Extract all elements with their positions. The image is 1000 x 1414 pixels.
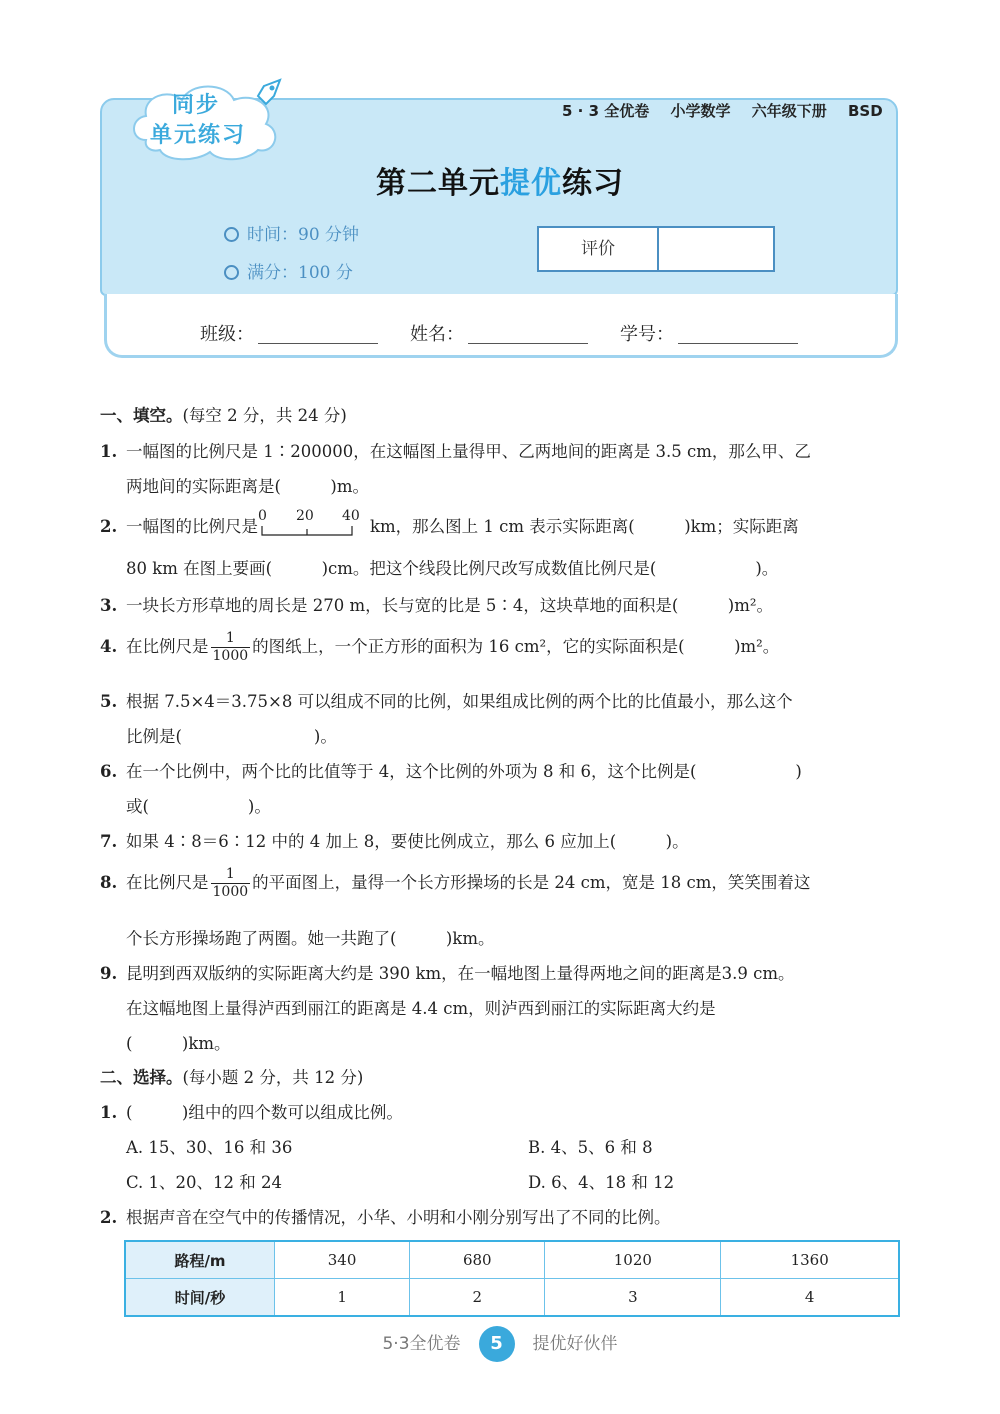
q6-line2: 或( )。 [126, 797, 271, 816]
q4-text1a: 在比例尺是 [126, 637, 209, 656]
table-cell: 2 [410, 1279, 545, 1317]
option-c[interactable]: C. 1、20、12 和 24 [126, 1173, 283, 1192]
q6-text1: 在一个比例中，两个比的比值等于 4，这个比例的外项为 8 和 6，这个比例是( ) [126, 762, 802, 781]
q9-line2: 在这幅地图上量得泸西到丽江的距离是 4.4 cm，则泸西到丽江的实际距离大约是 [126, 999, 716, 1018]
table-cell: 1020 [545, 1241, 721, 1279]
scale-0: 0 [258, 508, 267, 524]
q8-text1a: 在比例尺是 [126, 873, 209, 892]
badge-line1: 同步 [172, 93, 221, 118]
book-series: 5 · 3 全优卷 [562, 102, 650, 120]
class-blank[interactable] [258, 325, 378, 344]
q5-text1: 根据 7.5×4＝3.75×8 可以组成不同的比例，如果组成比例的两个比的比值最小，那么这个 [126, 692, 793, 711]
s2q1-line1 [100, 1099, 403, 1123]
q7-line1 [100, 828, 689, 852]
footer [0, 1326, 1000, 1362]
id-blank[interactable] [678, 325, 798, 344]
row-header-distance: 路程/m [125, 1241, 275, 1279]
q8-frac-num: 1 [225, 866, 235, 882]
q4-frac-den: 1000 [212, 648, 249, 664]
q6-line1 [100, 758, 802, 782]
table-cell: 4 [721, 1279, 899, 1317]
sound-data-table [124, 1240, 900, 1317]
table-cell: 3 [545, 1279, 721, 1317]
subject: 小学数学 [670, 102, 731, 120]
q5-num: 5. [100, 692, 118, 711]
q1-num: 1. [100, 442, 118, 461]
q4-frac-num: 1 [225, 630, 235, 646]
table-cell: 680 [410, 1241, 545, 1279]
time-info [224, 220, 359, 245]
section2-heading [100, 1064, 363, 1088]
footer-left: 5·3全优卷 [382, 1334, 461, 1354]
class-field[interactable] [200, 320, 378, 346]
id-label: 学号： [620, 324, 674, 345]
q1-line2: 两地间的实际距离是( )m。 [126, 477, 370, 496]
q3-line1 [100, 592, 773, 616]
table-cell: 1360 [721, 1241, 899, 1279]
grade: 六年级下册 [751, 102, 827, 120]
q5-line1 [100, 688, 793, 712]
evaluation-label: 评价 [539, 228, 659, 270]
q4-line1 [100, 630, 779, 665]
table-row [125, 1279, 899, 1317]
q1-text1: 一幅图的比例尺是 1∶200000，在这幅图上量得甲、乙两地间的距离是 3.5 cm，那么甲、乙 [126, 442, 811, 461]
q2-line2: 80 km 在图上要画( )cm。把这个线段比例尺改写成数值比例尺是( )。 [126, 559, 779, 578]
row-header-time: 时间/秒 [125, 1279, 275, 1317]
name-label: 姓名： [410, 324, 464, 345]
option-a[interactable]: A. 15、30、16 和 36 [126, 1138, 293, 1157]
table-cell: 1 [275, 1279, 410, 1317]
title-part1: 第二单元 [376, 166, 500, 201]
option-b[interactable]: B. 4、5、6 和 8 [528, 1138, 653, 1157]
s2q2-num: 2. [100, 1208, 118, 1227]
s2q1-num: 1. [100, 1103, 118, 1122]
name-field[interactable] [410, 320, 588, 346]
score-label: 满分：100 分 [247, 263, 353, 283]
clock-icon [224, 227, 239, 242]
time-label: 时间：90 分钟 [247, 225, 360, 245]
title-highlight: 提优 [500, 166, 562, 201]
s2q1-text1: ( )组中的四个数可以组成比例。 [126, 1103, 403, 1122]
id-field[interactable] [620, 320, 798, 346]
section1-heading [100, 402, 347, 426]
table-cell: 340 [275, 1241, 410, 1279]
q6-num: 6. [100, 762, 118, 781]
section1-title: 一、填空。 [100, 406, 183, 425]
book-info [562, 100, 883, 121]
table-row [125, 1241, 899, 1279]
q7-num: 7. [100, 832, 118, 851]
q7-text1: 如果 4∶8＝6∶12 中的 4 加上 8，要使比例成立，那么 6 应加上( )。 [126, 832, 689, 851]
option-d[interactable]: D. 6、4、18 和 12 [528, 1173, 675, 1192]
s2q2-line1 [100, 1204, 671, 1228]
q9-num: 9. [100, 964, 118, 983]
footer-right: 提优好伙伴 [532, 1334, 618, 1354]
section2-note: (每小题 2 分，共 12 分) [182, 1068, 364, 1087]
page-title [0, 158, 1000, 202]
edition: BSD [847, 102, 883, 120]
badge-line2: 单元练习 [150, 123, 247, 148]
q2-text1b: ，那么图上 1 cm 表示实际距离( )km；实际距离 [395, 517, 799, 536]
line-scale-bar [258, 508, 370, 536]
q2-num: 2. [100, 517, 118, 536]
evaluation-box [537, 226, 775, 272]
q2-text1a: 一幅图的比例尺是 [126, 517, 258, 536]
q8-fraction [211, 866, 251, 901]
q9-text1: 昆明到西双版纳的实际距离大约是 390 km，在一幅地图上量得两地之间的距离是3.9 cm。 [126, 964, 795, 983]
q8-num: 8. [100, 873, 118, 892]
q4-num: 4. [100, 637, 118, 656]
q4-text1b: 的图纸上，一个正方形的面积为 16 cm²，它的实际面积是( )m²。 [252, 637, 780, 656]
scale-40: 40 [342, 508, 360, 524]
q8-text1b: 的平面图上，量得一个长方形操场的长是 24 cm，宽是 18 cm，笑笑围着这 [252, 873, 811, 892]
q2-line1 [100, 508, 799, 537]
scale-20: 20 [296, 508, 314, 524]
s2q2-text1: 根据声音在空气中的传播情况，小华、小明和小刚分别写出了不同的比例。 [126, 1208, 671, 1227]
title-part2: 练习 [562, 166, 624, 201]
q5-line2: 比例是( )。 [126, 727, 337, 746]
q3-text1: 一块长方形草地的周长是 270 m，长与宽的比是 5∶4，这块草地的面积是( )m²。 [126, 596, 774, 615]
q8-line2: 个长方形操场跑了两圈。她一共跑了( )km。 [126, 929, 495, 948]
q4-fraction [211, 630, 251, 665]
score-info [224, 258, 353, 283]
q8-line1 [100, 866, 810, 901]
section1-note: (每空 2 分，共 24 分) [182, 406, 347, 425]
q8-frac-den: 1000 [212, 884, 249, 900]
name-blank[interactable] [468, 325, 588, 344]
q9-line1 [100, 960, 795, 984]
q1-line1 [100, 438, 811, 462]
class-label: 班级： [200, 324, 254, 345]
check-icon [224, 265, 239, 280]
section2-title: 二、选择。 [100, 1068, 183, 1087]
q3-num: 3. [100, 596, 118, 615]
page-number: 5 [479, 1326, 515, 1362]
q9-line3: ( )km。 [126, 1034, 231, 1053]
scale-line-icon [261, 526, 353, 536]
scale-unit: km [370, 517, 396, 536]
